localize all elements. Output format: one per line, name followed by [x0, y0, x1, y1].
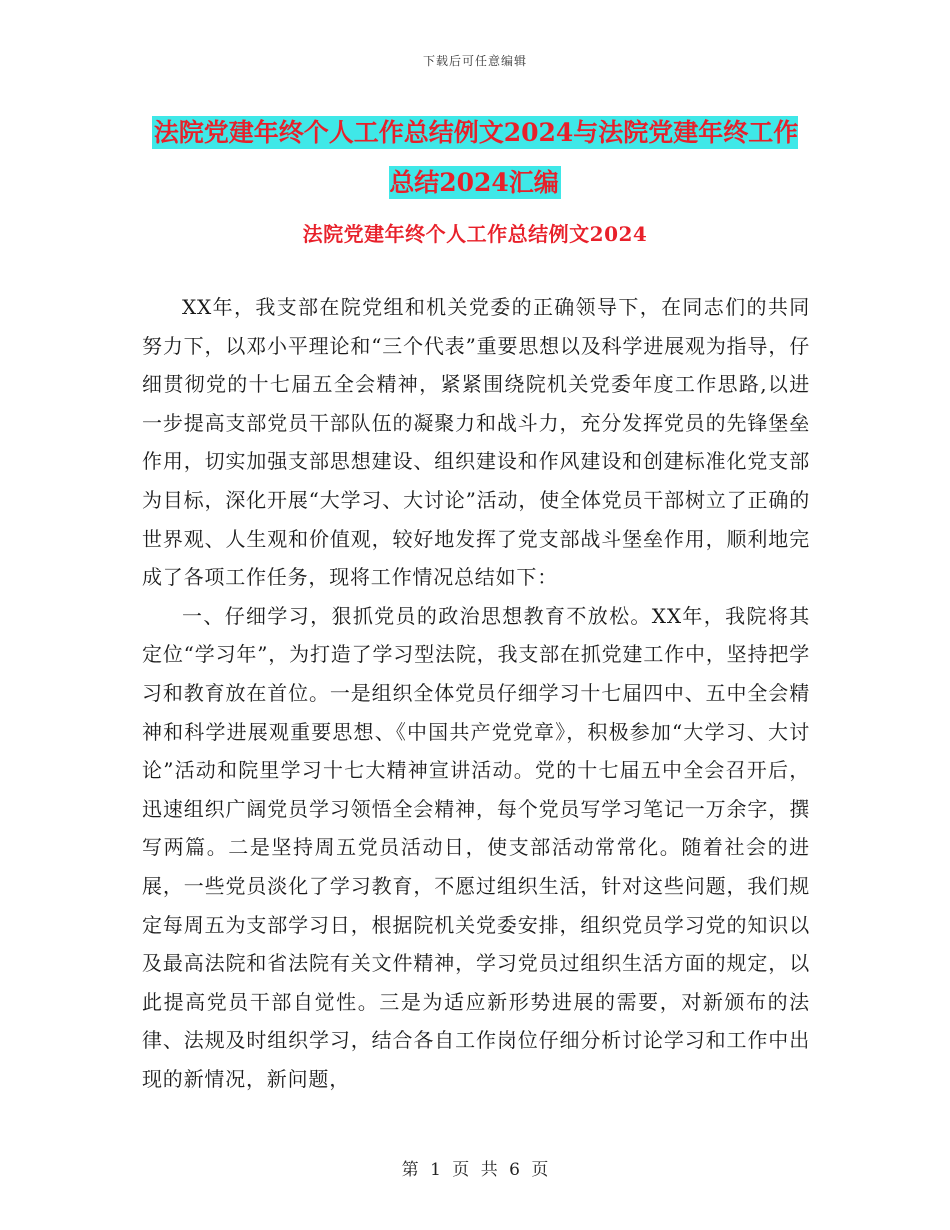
page-header-note: 下载后可任意编辑: [422, 54, 527, 68]
document-body: [142, 288, 810, 1098]
paragraph-intro: XX年，我支部在院党组和机关党委的正确领导下，在同志们的共同努力下，以邓小平理论和“三个代表”重要思想以及科学进展观为指导，仔细贯彻党的十七届五全会精神，紧紧围绕院机关党委年度工作思路,以进一步提高支部党员干部队伍的凝聚力和战斗力，充分发挥党员的先锋堡垒作用，切实加强支部思想建设、组织建设和作风建设和创建标准化党支部为目标，深化开展“大学习、大讨论”活动，使全体党员干部树立了正确的世界观、人生观和价值观，较好地发挥了党支部战斗堡垒作用，顺利地完成了各项工作任务，现将工作情况总结如下：: [142, 295, 810, 590]
document-title: [140, 108, 810, 208]
document-title-text: 法院党建年终个人工作总结例文2024与法院党建年终工作总结2024汇编: [153, 118, 799, 197]
paragraph-section-one: 一、仔细学习，狠抓党员的政治思想教育不放松。XX年，我院将其定位“学习年”，为打造了学习型法院，我支部在抓党建工作中，坚持把学习和教育放在首位。一是组织全体党员仔细学习十七届四中、五中全会精神和科学进展观重要思想、《中国共产党党章》，积极参加“大学习、大讨论”活动和院里学习十七大精神宣讲活动。党的十七届五中全会召开后，迅速组织广阔党员学习领悟全会精神，每个党员写学习笔记一万余字，撰写两篇。二是坚持周五党员活动日，使支部活动常常化。随着社会的进展，一些党员淡化了学习教育，不愿过组织生活，针对这些问题，我们规定每周五为支部学习日，根据院机关党委安排，组织党员学习党的知识以及最高法院和省法院有关文件精神，学习党员过组织生活方面的规定，以此提高党员干部自觉性。三是为适应新形势进展的需要，对新颁布的法律、法规及时组织学习，结合各自工作岗位仔细分析讨论学习和工作中出现的新情况，新问题，: [142, 603, 810, 1091]
section-title: 法院党建年终个人工作总结例文2024: [302, 222, 648, 246]
page-number: 第 1 页 共 6 页: [401, 1160, 549, 1180]
